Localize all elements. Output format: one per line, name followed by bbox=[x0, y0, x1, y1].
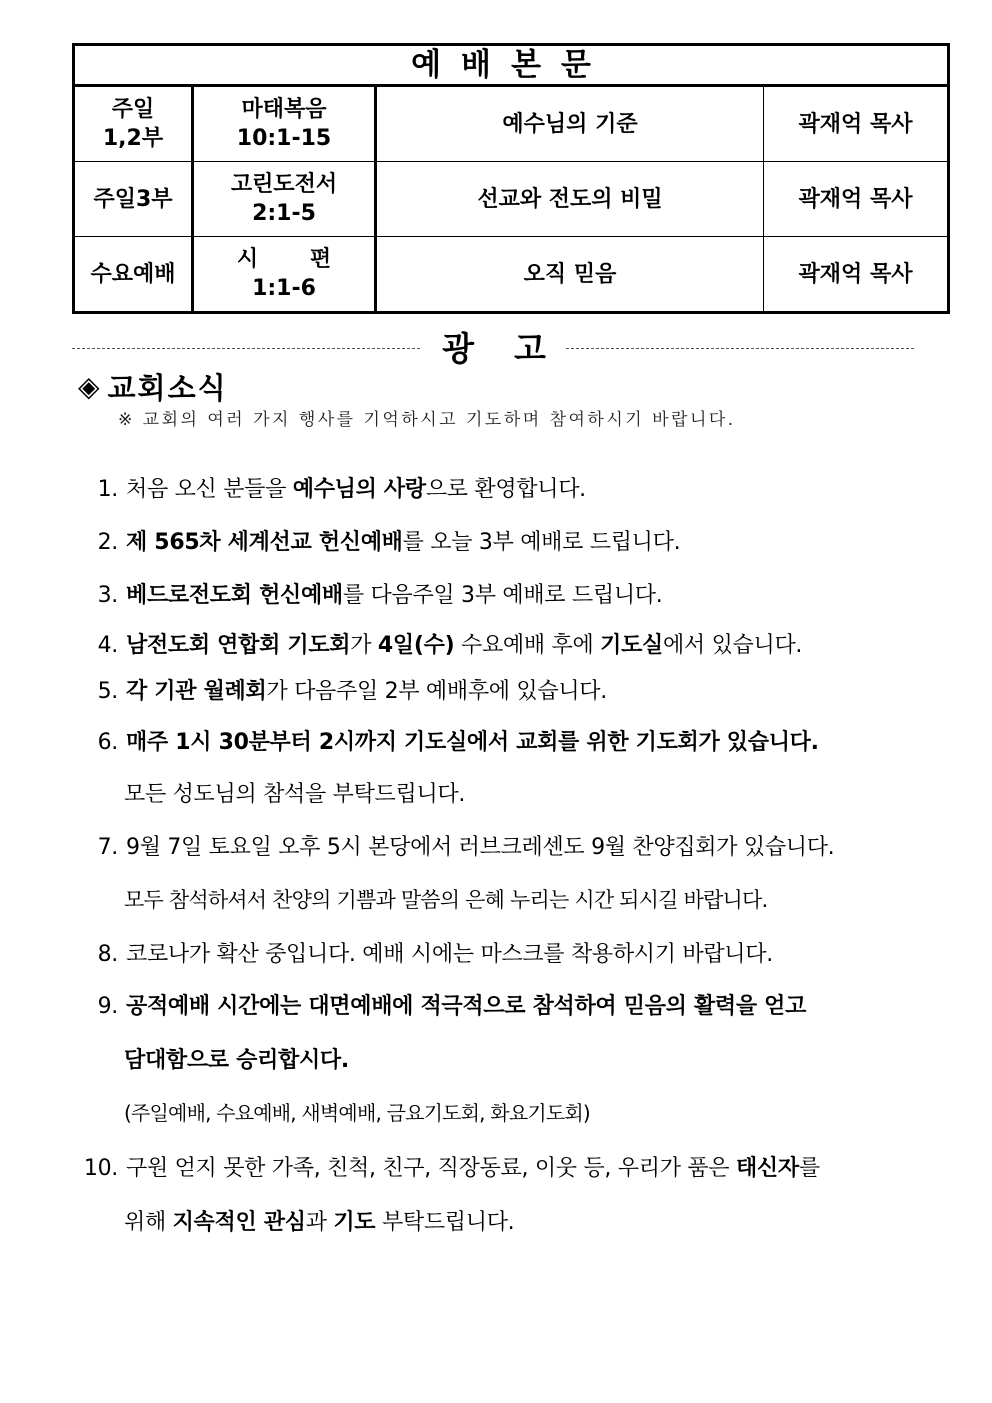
preacher-cell: 곽재억 목사 bbox=[764, 237, 949, 313]
scripture-book: 고린도전서 bbox=[230, 172, 338, 197]
announcements-title: 광고 bbox=[442, 328, 586, 368]
service-cell bbox=[74, 86, 193, 162]
item-continuation-note: (주일예배, 수요예배, 새벽예배, 금요기도회, 화요기도회) bbox=[124, 1101, 590, 1125]
item-bold-text: 각 기관 월례회 bbox=[126, 679, 267, 704]
item-number: 7. bbox=[97, 835, 118, 860]
list-item bbox=[70, 1151, 820, 1182]
scripture-verses: 2:1-5 bbox=[252, 201, 316, 226]
list-item bbox=[78, 937, 773, 968]
sermon-title-cell: 예수님의 기준 bbox=[376, 86, 764, 162]
item-text: 에서 있습니다. bbox=[662, 633, 803, 658]
sermon-table-title: 예배본문 bbox=[74, 45, 949, 86]
item-number: 9. bbox=[97, 994, 118, 1019]
item-text: 코로나가 확산 중입니다. 예배 시에는 마스크를 착용하시기 바랍니다. bbox=[126, 942, 773, 967]
scripture-verses: 10:1-15 bbox=[236, 126, 332, 151]
service-name: 주일 bbox=[111, 97, 155, 122]
item-number: 1. bbox=[97, 477, 118, 502]
item-text: 를 오늘 3부 예배로 드립니다. bbox=[402, 530, 681, 555]
item-bold-text: 남전도회 연합회 기도회 bbox=[126, 633, 351, 658]
item-text: 처음 오신 분들을 bbox=[126, 477, 293, 502]
item-text: 9월 7일 토요일 오후 5시 본당에서 러브크레센도 9월 찬양집회가 있습니다. bbox=[126, 835, 835, 860]
item-bold-text: 4일(수) bbox=[377, 633, 455, 658]
item-text: 를 다음주일 3부 예배로 드립니다. bbox=[342, 583, 663, 608]
scripture-cell bbox=[193, 86, 376, 162]
preacher-cell: 곽재억 목사 bbox=[764, 86, 949, 162]
sermon-row bbox=[74, 162, 949, 237]
item-bold-text: 기도실 bbox=[600, 633, 663, 658]
service-cell: 수요예배 bbox=[74, 237, 193, 313]
item-number: 10. bbox=[83, 1156, 118, 1181]
divider-right bbox=[566, 348, 914, 349]
item-text: 으로 환영합니다. bbox=[425, 477, 586, 502]
item-bold-text: 제 565차 세계선교 헌신예배 bbox=[126, 530, 403, 555]
item-text: 를 bbox=[798, 1156, 820, 1181]
item-bold-text: 매주 1시 30분부터 2시까지 기도실에서 교회를 위한 기도회가 있습니다. bbox=[126, 730, 819, 755]
scripture-book: 마태복음 bbox=[241, 97, 327, 122]
item-bold-text: 예수님의 사랑 bbox=[292, 477, 426, 502]
list-item bbox=[78, 989, 806, 1020]
item-bold-text: 공적예배 시간에는 대면예배에 적극적으로 참석하여 믿음의 활력을 얻고 bbox=[126, 994, 807, 1019]
list-item bbox=[78, 525, 680, 556]
item-continuation bbox=[124, 1205, 514, 1236]
list-item bbox=[78, 628, 802, 659]
list-item bbox=[78, 725, 819, 756]
preacher-cell: 곽재억 목사 bbox=[764, 162, 949, 237]
item-bold-text: 지속적인 관심 bbox=[172, 1210, 306, 1235]
item-text: 위해 bbox=[124, 1210, 173, 1235]
scripture-cell bbox=[193, 237, 376, 313]
item-bold-text: 베드로전도회 헌신예배 bbox=[126, 583, 343, 608]
item-number: 3. bbox=[97, 583, 118, 608]
church-news-heading bbox=[78, 366, 228, 407]
service-sub: 1,2부 bbox=[102, 126, 164, 151]
sermon-row bbox=[74, 237, 949, 313]
item-bold-text: 태신자 bbox=[735, 1156, 799, 1181]
sermon-row bbox=[74, 86, 949, 162]
list-item bbox=[78, 578, 662, 609]
church-news-title: 교회소식 bbox=[107, 371, 228, 405]
item-continuation: 담대함으로 승리합시다. bbox=[124, 1048, 349, 1073]
list-item bbox=[78, 674, 607, 705]
church-news-note: ※ 교회의 여러 가지 행사를 기억하시고 기도하며 참여하시기 바랍니다. bbox=[118, 410, 736, 430]
item-text: 수요예배 후에 bbox=[454, 633, 601, 658]
item-number: 8. bbox=[97, 942, 118, 967]
scripture-verses: 1:1-6 bbox=[252, 276, 316, 301]
divider-left bbox=[72, 348, 420, 349]
scripture-cell bbox=[193, 162, 376, 237]
item-continuation: 모두 참석하셔서 찬양의 기쁨과 말씀의 은혜 누리는 시간 되시길 바랍니다. bbox=[124, 888, 768, 912]
item-text: 과 bbox=[305, 1210, 334, 1235]
announcements-header bbox=[72, 326, 914, 366]
diamond-bullet-icon: ◈ bbox=[78, 369, 100, 403]
sermon-title-cell: 오직 믿음 bbox=[376, 237, 764, 313]
item-number: 6. bbox=[97, 730, 118, 755]
sermon-table bbox=[72, 43, 950, 314]
sermon-title-cell: 선교와 전도의 비밀 bbox=[376, 162, 764, 237]
item-number: 4. bbox=[97, 633, 118, 658]
sermon-table-container bbox=[72, 43, 950, 314]
item-number: 5. bbox=[97, 679, 118, 704]
item-text: 가 bbox=[350, 633, 378, 658]
service-cell: 주일3부 bbox=[74, 162, 193, 237]
item-text: 부탁드립니다. bbox=[375, 1210, 515, 1235]
scripture-book: 시 편 bbox=[236, 247, 354, 272]
item-bold-text: 기도 bbox=[333, 1210, 376, 1235]
list-item bbox=[78, 472, 586, 503]
item-number: 2. bbox=[97, 530, 118, 555]
item-text: 구원 얻지 못한 가족, 친척, 친구, 직장동료, 이웃 등, 우리가 품은 bbox=[126, 1156, 736, 1181]
item-text: 가 다음주일 2부 예배후에 있습니다. bbox=[266, 679, 607, 704]
item-continuation: 모든 성도님의 참석을 부탁드립니다. bbox=[124, 782, 466, 807]
list-item bbox=[78, 830, 834, 861]
